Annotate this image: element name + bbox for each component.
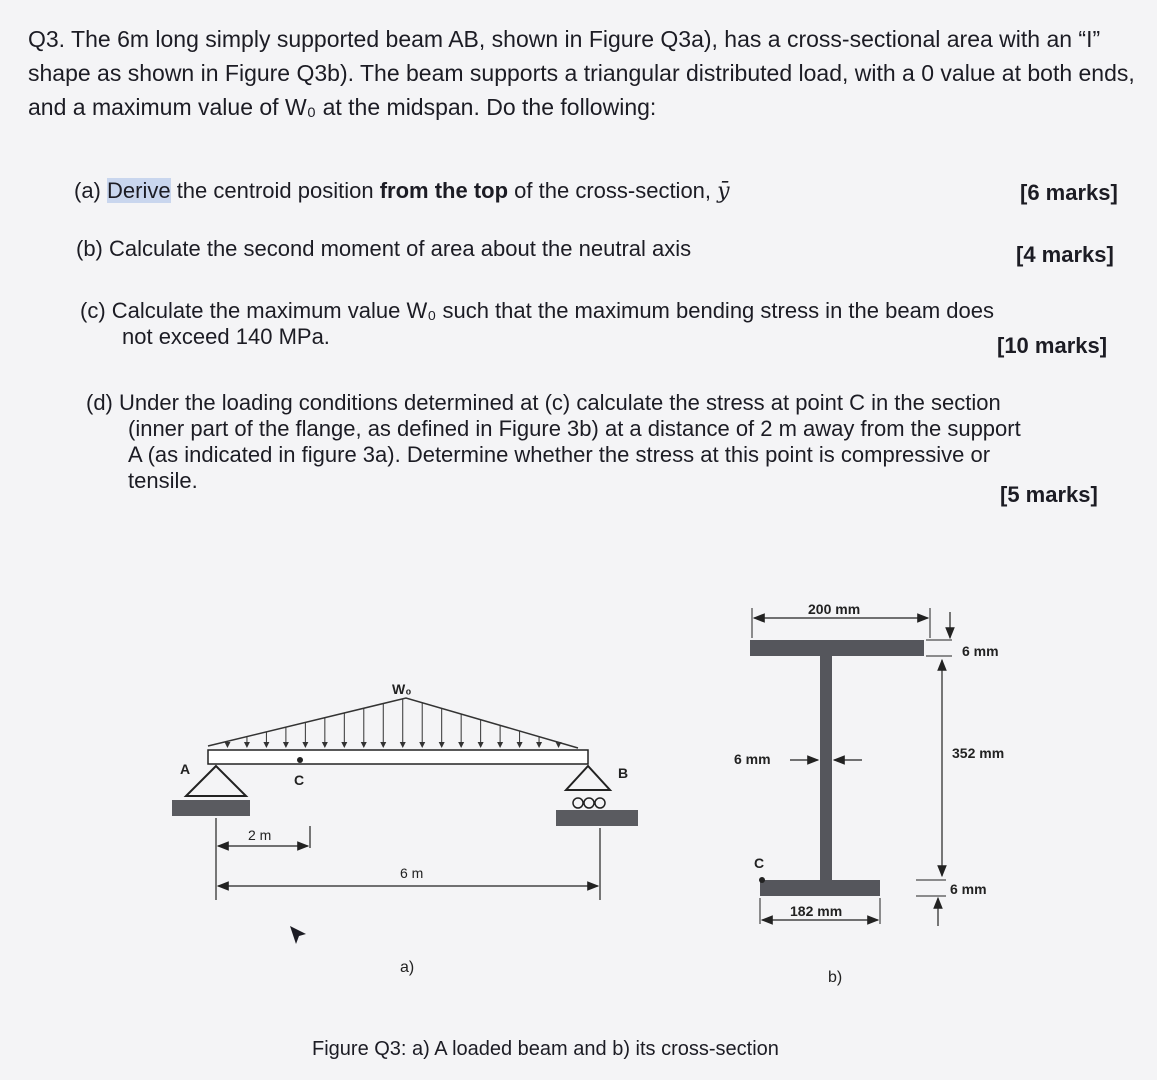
- part-b-label: (b): [76, 236, 109, 261]
- load-arrow-head: [478, 742, 484, 748]
- part-c-line-2: not exceed 140 MPa.: [122, 324, 330, 349]
- part-a-marks: [6 marks]: [1020, 180, 1118, 205]
- dimension-6m-label: 6 m: [400, 865, 424, 881]
- load-arrow-head: [302, 742, 308, 748]
- load-arrow-head: [419, 742, 425, 748]
- point-c-marker: [297, 757, 303, 763]
- ground-a: [172, 800, 250, 816]
- part-d-line-4: tensile.: [128, 468, 198, 493]
- part-c: [80, 298, 994, 350]
- load-label-w0: W₀: [392, 681, 412, 697]
- part-a-text-2: of the cross-section,: [508, 178, 718, 203]
- load-arrow-head: [322, 742, 328, 748]
- part-a-text-1: the centroid position: [170, 178, 380, 203]
- top-thickness-label: 6 mm: [962, 643, 999, 659]
- roller-wheel-3: [595, 798, 605, 808]
- question-intro: Q3. The 6m long simply supported beam AB, shown in Figure Q3a), has a cross-sectional area with an “I” shape as shown in Figure Q3b). The beam supports a triangular distributed load, with a 0 value at both ends, and a maximum value of W₀ at the midspan. Do the following:: [28, 26, 1135, 120]
- mouse-cursor-icon: [288, 924, 308, 946]
- figure-b-sublabel: b): [828, 969, 843, 986]
- bottom-flange: [760, 880, 880, 896]
- part-b: [76, 236, 691, 262]
- load-arrows: [224, 699, 561, 748]
- load-arrow-head: [497, 742, 503, 748]
- roller-support-b: [566, 766, 610, 790]
- load-arrow-head: [224, 742, 230, 748]
- web-thickness-label: 6 mm: [734, 751, 771, 767]
- load-arrow-head: [263, 742, 269, 748]
- part-a: [74, 178, 730, 205]
- web-height-label: 352 mm: [952, 745, 1005, 761]
- top-flange: [750, 640, 924, 656]
- point-c-label: C: [294, 772, 305, 788]
- load-arrow-head: [458, 742, 464, 748]
- part-c-label: (c): [80, 298, 112, 323]
- point-c-label-b: C: [754, 855, 765, 871]
- part-d-marks: [5 marks]: [1000, 482, 1098, 507]
- bottom-width-label: 182 mm: [790, 903, 843, 919]
- load-arrow-head: [400, 742, 406, 748]
- part-b-text: Calculate the second moment of area about the neutral axis: [109, 236, 692, 261]
- figure-a-sublabel: a): [400, 959, 415, 976]
- part-a-bold-text: from the top: [379, 178, 509, 203]
- part-a-label: (a): [74, 178, 107, 203]
- highlighted-word[interactable]: Derive: [107, 178, 171, 203]
- beam: [208, 750, 588, 764]
- load-arrow-head: [283, 742, 289, 748]
- load-arrow-head: [556, 742, 562, 748]
- part-d-line-2: (inner part of the flange, as defined in Figure 3b) at a distance of 2 m away from the support: [128, 416, 1021, 441]
- load-arrow-head: [439, 742, 445, 748]
- support-label-a: A: [180, 761, 191, 777]
- figure-b-cross-section: [720, 590, 1040, 1010]
- load-arrow-head: [536, 742, 542, 748]
- load-arrow-head: [517, 742, 523, 748]
- roller-wheel-2: [584, 798, 594, 808]
- part-d-line-3: A (as indicated in figure 3a). Determine whether the stress at this point is compressive or: [128, 442, 991, 467]
- part-b-marks: [4 marks]: [1016, 242, 1114, 267]
- load-arrow-head: [244, 742, 250, 748]
- figure-caption: Figure Q3: a) A loaded beam and b) its cross-section: [312, 1038, 779, 1060]
- support-label-b: B: [618, 765, 629, 781]
- web: [820, 656, 832, 880]
- distributed-load-outline: [208, 698, 578, 748]
- centroid-symbol: ȳ: [717, 179, 730, 204]
- roller-wheel-1: [573, 798, 583, 808]
- part-c-marks: [10 marks]: [997, 333, 1108, 358]
- part-d-line-1: Under the loading conditions determined at (c) calculate the stress at point C in the section: [119, 390, 1001, 415]
- point-c-marker-b: [759, 877, 765, 883]
- load-arrow-head: [380, 742, 386, 748]
- load-arrow-head: [341, 742, 347, 748]
- top-width-label: 200 mm: [808, 601, 861, 617]
- load-arrow-head: [361, 742, 367, 748]
- pin-support-a: [186, 766, 246, 796]
- ground-b: [556, 810, 638, 826]
- dimension-2m-label: 2 m: [248, 827, 272, 843]
- part-c-line-1: Calculate the maximum value W₀ such that the maximum bending stress in the beam does: [111, 298, 994, 323]
- bottom-thickness-label: 6 mm: [950, 881, 987, 897]
- part-d: [86, 390, 1021, 494]
- part-d-label: (d): [86, 390, 119, 415]
